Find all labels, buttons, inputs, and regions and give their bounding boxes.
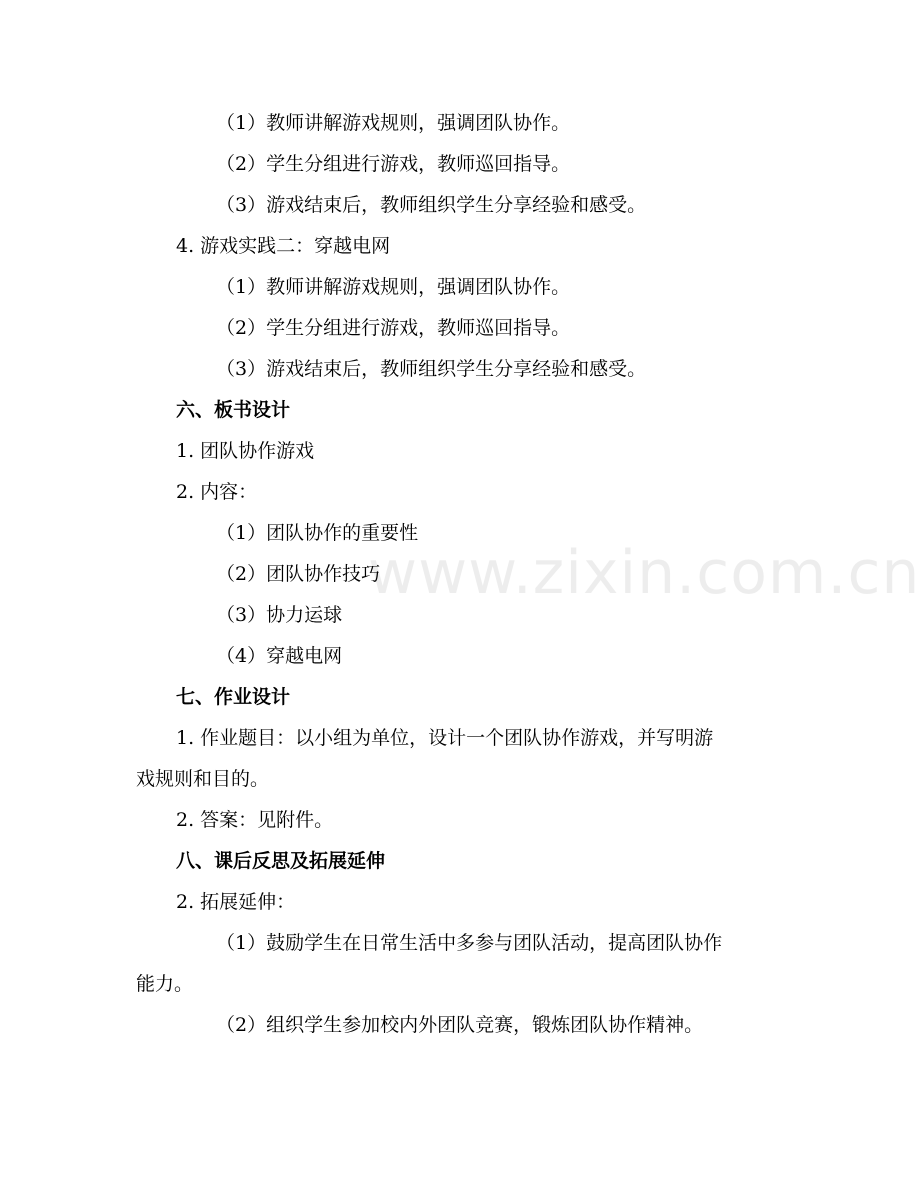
step-item: （1）团队协作的重要性 bbox=[216, 522, 419, 544]
list-item: 2. 内容： bbox=[176, 481, 258, 503]
watermark: www.zixin.com.cn bbox=[368, 538, 920, 608]
paragraph-line: （2）组织学生参加校内外团队竞赛，锻炼团队协作精神。 bbox=[216, 1014, 704, 1036]
step-item: （3）游戏结束后，教师组织学生分享经验和感受。 bbox=[216, 194, 647, 216]
list-item: 2. 拓展延伸： bbox=[176, 891, 296, 913]
list-item: 2. 答案：见附件。 bbox=[176, 809, 334, 831]
step-item: （1）教师讲解游戏规则，强调团队协作。 bbox=[216, 276, 571, 298]
paragraph-line: 能力。 bbox=[136, 973, 194, 995]
step-item: （2）学生分组进行游戏，教师巡回指导。 bbox=[216, 153, 571, 175]
paragraph-line: （1）鼓励学生在日常生活中多参与团队活动，提高团队协作 bbox=[216, 932, 723, 954]
step-item: （4）穿越电网 bbox=[216, 645, 343, 667]
list-item: 1. 团队协作游戏 bbox=[176, 440, 315, 462]
step-item: （2）学生分组进行游戏，教师巡回指导。 bbox=[216, 317, 571, 339]
section-heading: 八、课后反思及拓展延伸 bbox=[176, 850, 386, 872]
step-item: （2）团队协作技巧 bbox=[216, 563, 381, 585]
step-item: （3）协力运球 bbox=[216, 604, 343, 626]
step-item: （1）教师讲解游戏规则，强调团队协作。 bbox=[216, 112, 571, 134]
section-heading: 六、板书设计 bbox=[176, 399, 291, 421]
paragraph-line: 戏规则和目的。 bbox=[136, 768, 270, 790]
paragraph-line: 1. 作业题目：以小组为单位，设计一个团队协作游戏，并写明游 bbox=[176, 727, 714, 749]
step-item: （3）游戏结束后，教师组织学生分享经验和感受。 bbox=[216, 358, 647, 380]
section-heading: 七、作业设计 bbox=[176, 686, 291, 708]
list-item: 4. 游戏实践二：穿越电网 bbox=[176, 235, 391, 257]
